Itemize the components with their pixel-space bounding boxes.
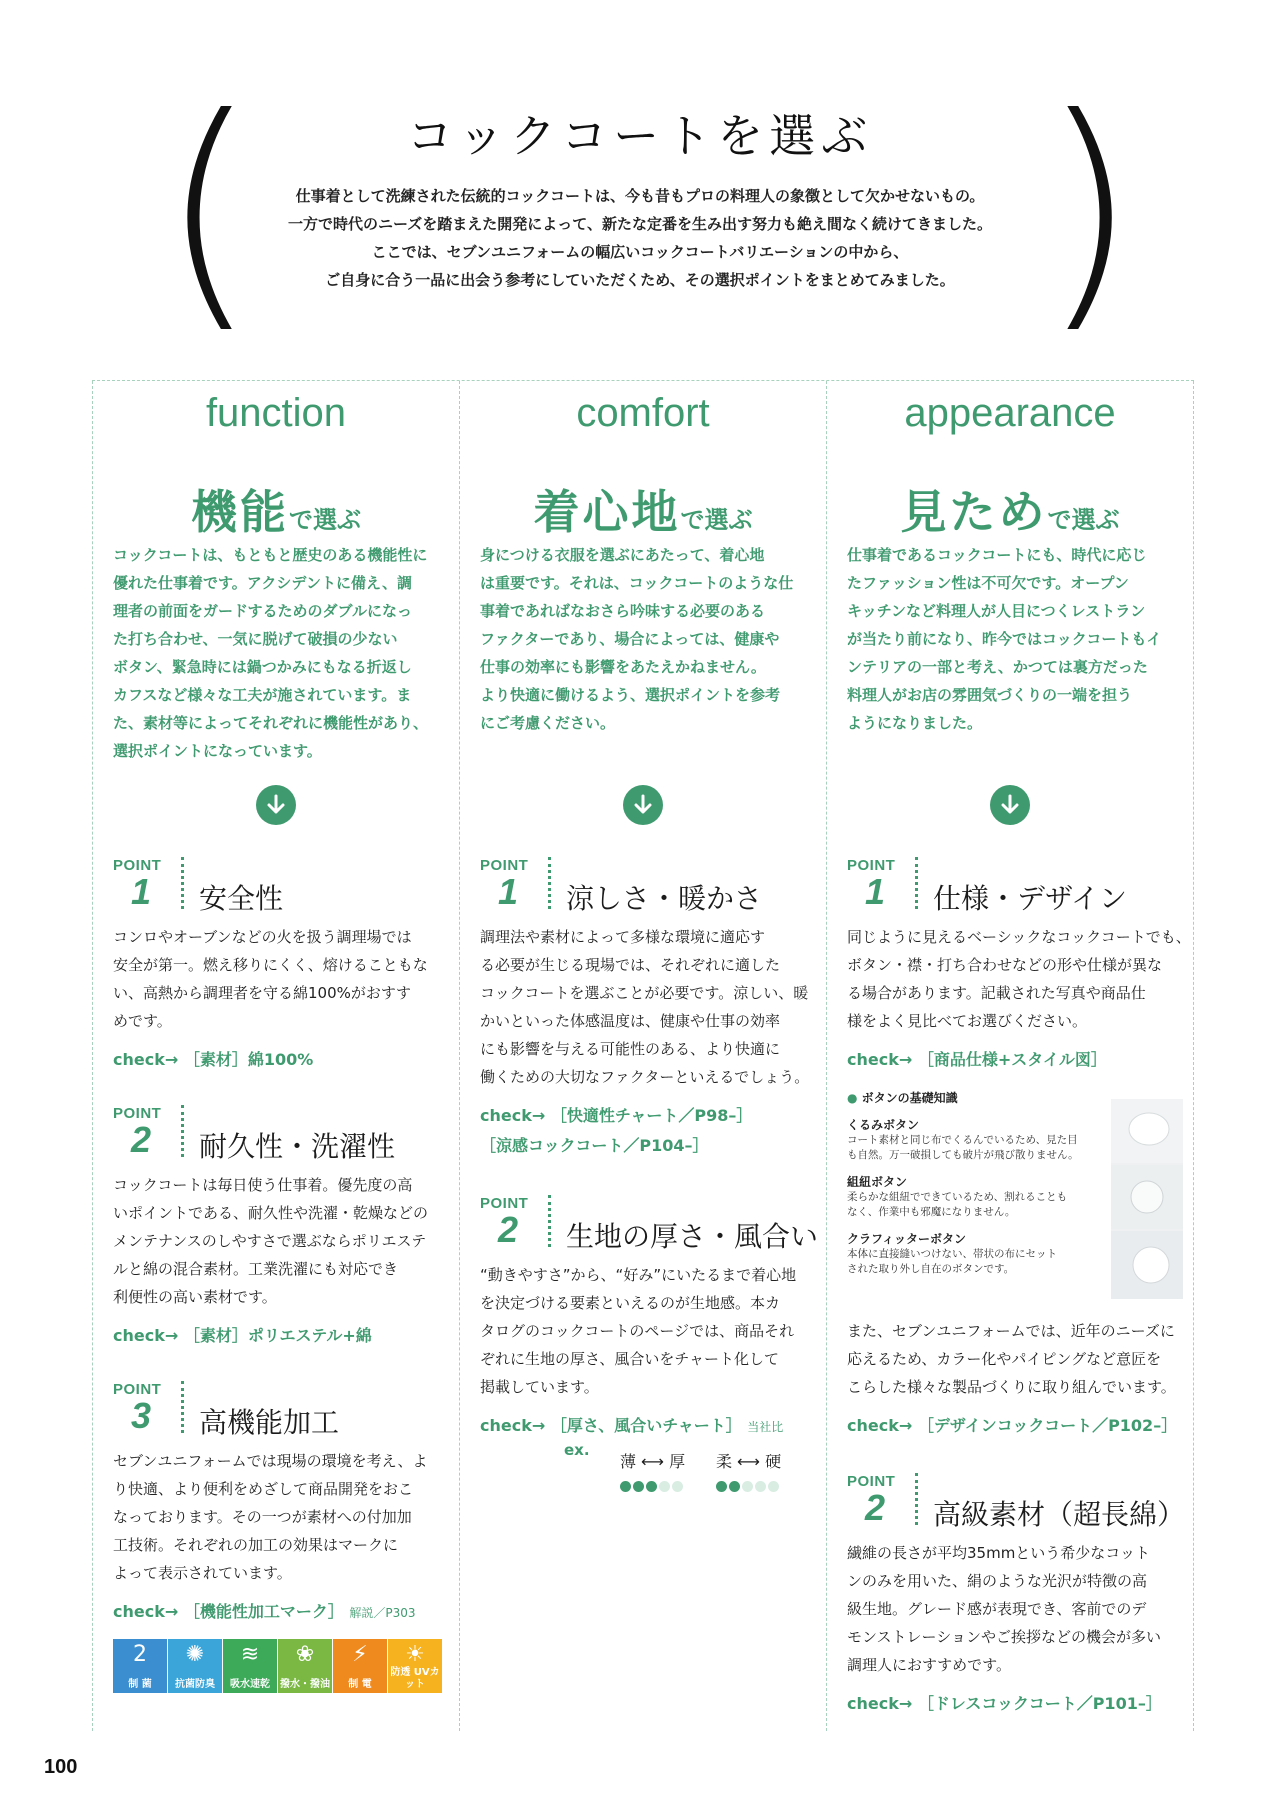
column-heading (93, 476, 459, 542)
selection-columns (92, 380, 1194, 1731)
point-block (113, 1379, 443, 1628)
intro-line: ご自身に合う一品に出会う参考にしていただくため、その選択ポイントをまとめてみました。 (325, 271, 955, 289)
point-number: 3 (131, 1395, 152, 1436)
point-body-line: なっております。その一つが素材への付加加 (113, 1508, 412, 1526)
point-body-line: よって表示されています。 (113, 1564, 292, 1582)
softness-level-dot (742, 1481, 753, 1492)
point-body-line: 掲載しています。 (480, 1378, 599, 1396)
column-intro-line: ようになりました。 (847, 714, 983, 732)
check-note: 当社比 (747, 1420, 784, 1434)
softness-dots (716, 1477, 781, 1496)
thickness-level-dot (672, 1481, 683, 1492)
point-label: POINT (847, 1473, 896, 1490)
column-intro-line: た打ち合わせ、一気に脱げて破損の少ない (113, 630, 398, 648)
mark-quick-dry (223, 1639, 277, 1693)
point-title: 安全性 (199, 882, 284, 915)
column-intro-line: 仕事着であるコックコートにも、時代に応じ (847, 546, 1147, 564)
check-reference (113, 1597, 443, 1628)
column-intro-line: が当たり前になり、昨今ではコックコートもイ (847, 630, 1162, 648)
point-body (113, 1171, 443, 1311)
point-number: 1 (498, 871, 519, 912)
point-body (847, 923, 1191, 1035)
column-intro-line: ンテリアの一部と考え、かつては裏方だった (847, 658, 1148, 676)
button-type-item (847, 1230, 1097, 1277)
column-intro (847, 541, 1177, 737)
point-body-line: タログのコックコートのページでは、商品それ (480, 1322, 795, 1340)
softness-level-dot (755, 1481, 766, 1492)
point-label: POINT (847, 857, 896, 874)
column-intro-line: より快適に働けるよう、選択ポイントを参考 (480, 686, 781, 704)
point-body (847, 1317, 1177, 1401)
point-body-line: を決定づける要素といえるのが生地感。本カ (480, 1294, 781, 1312)
column-heading-main: 着心地 (533, 485, 681, 539)
column-intro-line: た、素材等によってそれぞれに機能性があり、 (113, 714, 429, 732)
point-divider (181, 857, 184, 909)
point-divider (548, 857, 551, 909)
point-body-line: ンのみを用いた、絹のような光沢が特徴の高 (847, 1572, 1148, 1590)
point-label: POINT (113, 857, 162, 874)
mark-icon: ☀ (405, 1642, 425, 1667)
point-block (847, 855, 1191, 1075)
point-divider (548, 1195, 551, 1247)
point-body-line: 応えるため、カラー化やパイピングなど意匠を (847, 1350, 1162, 1368)
intro-text (0, 182, 1280, 294)
column-intro-line: ボタン、緊急時には鍋つかみにもなる折返し (113, 658, 412, 676)
point-body-line: 調理人におすすめです。 (847, 1656, 1011, 1674)
point-block (480, 855, 810, 1161)
check-reference: check→ ［素材］ポリエステル+綿 (113, 1326, 372, 1345)
point-title: 高級素材（超長綿） (933, 1498, 1186, 1531)
softness-level-dot (768, 1481, 779, 1492)
check-reference: check→ ［デザインコックコート／P102–］ (847, 1416, 1178, 1435)
check-reference: check→ ［素材］綿100% (113, 1050, 314, 1069)
button-type-desc: 柔らかな組紐でできているため、割れることも (847, 1191, 1068, 1203)
column-intro (113, 541, 443, 765)
point-body (847, 1539, 1177, 1679)
softness-level-dot (716, 1481, 727, 1492)
point-body-line: こらした様々な製品づくりに取り組んでいます。 (847, 1378, 1176, 1396)
point-number: 2 (865, 1487, 886, 1528)
point-body-line: コックコートを選ぶことが必要です。涼しい、暖 (480, 984, 809, 1002)
softness-level-dot (729, 1481, 740, 1492)
point-body-line: “動きやすさ”から、“好み”にいたるまで着心地 (480, 1266, 797, 1284)
mid-text-block (847, 1317, 1177, 1441)
point-body-line: めです。 (113, 1012, 172, 1030)
button-type-item (847, 1173, 1097, 1220)
thickness-level-dot (646, 1481, 657, 1492)
point-body-line: る場合があります。記載された写真や商品仕 (847, 984, 1146, 1002)
column-function (92, 381, 459, 1731)
point-divider (915, 857, 918, 909)
point-body-line: 様をよく見比べてお選びください。 (847, 1012, 1088, 1030)
column-intro-line: は重要です。それは、コックコートのような仕 (480, 574, 794, 592)
column-intro-line: たファッション性は不可欠です。オープン (847, 574, 1129, 592)
column-heading (460, 476, 826, 542)
point-label: POINT (480, 1195, 529, 1212)
point-body-line: ルと綿の混合素材。工業洗濯にも対応でき (113, 1260, 399, 1278)
mark-icon: ❀ (295, 1642, 315, 1667)
button-photos (1111, 1099, 1183, 1299)
column-intro-line: キッチンなど料理人が人目につくレストラン (847, 602, 1146, 620)
button-type-desc: コート素材と同じ布でくるんでいるため、見た目 (847, 1134, 1078, 1146)
point-block (847, 1471, 1186, 1719)
point-body-line: る必要が生じる現場では、それぞれに適した (480, 956, 781, 974)
mark-label: 防透 UVカット (390, 1667, 440, 1690)
button-type-desc: された取り外し自在のボタンです。 (847, 1263, 1015, 1275)
point-number: 2 (131, 1119, 152, 1160)
point-body (113, 1447, 443, 1587)
column-intro-line: 優れた仕事着です。アクシデントに備え、調 (113, 574, 412, 592)
column-intro-line: コックコートは、もともと歴史のある機能性に (113, 546, 428, 564)
thickness-dots (620, 1477, 685, 1496)
point-number: 1 (131, 871, 152, 912)
column-intro-line: 理者の前面をガードするためのダブルになっ (113, 602, 412, 620)
mark-label: 制 電 (348, 1679, 372, 1690)
point-body-line: コックコートは毎日使う仕事着。優先度の高 (113, 1176, 413, 1194)
point-body-line: ボタン・襟・打ち合わせなどの形や仕様が異な (847, 956, 1163, 974)
point-number: 1 (865, 871, 886, 912)
point-body-line: セブンユニフォームでは現場の環境を考え、よ (113, 1452, 428, 1470)
check-text: ［涼感コックコート／P104–］ (480, 1136, 709, 1155)
check-text: check→ ［快適性チャート／P98–］ (480, 1106, 753, 1125)
point-block (480, 1193, 819, 1442)
mark-antistatic (333, 1639, 387, 1693)
point-title: 耐久性・洗濯性 (199, 1130, 396, 1163)
point-body-line: り快適、より便利をめざして商品開発をおこ (113, 1480, 414, 1498)
column-intro-line: 事着であればなおさら吟味する必要のある (480, 602, 766, 620)
button-basics-box (847, 1089, 1177, 1277)
column-heading (827, 476, 1193, 542)
column-heading-suffix: で選ぶ (1047, 506, 1120, 534)
check-reference: check→ ［ドレスコックコート／P101–］ (847, 1694, 1162, 1713)
point-body-line: モンストレーションやご挨拶などの機会が多い (847, 1628, 1161, 1646)
point-title: 生地の厚さ・風合い (566, 1220, 819, 1253)
point-title: 仕様・デザイン (933, 882, 1128, 915)
point-label: POINT (113, 1381, 162, 1398)
column-intro-line: 料理人がお店の雰囲気づくりの一端を担う (847, 686, 1133, 704)
point-body-line: 級生地。グレード感が表現でき、客前でのデ (847, 1600, 1147, 1618)
point-body-line: かいといった体感温度は、健康や仕事の効率 (480, 1012, 781, 1030)
arrow-down-icon (990, 785, 1030, 825)
button-type-desc: も自然。万一破損しても破片が飛び散りません。 (847, 1149, 1079, 1161)
intro-line: ここでは、セブンユニフォームの幅広いコックコートバリエーションの中から、 (371, 243, 909, 261)
point-block (113, 1103, 443, 1351)
point-body-line: にも影響を与える可能性のある、より快適に (480, 1040, 781, 1058)
point-body-line: また、セブンユニフォームでは、近年のニーズに (847, 1322, 1175, 1340)
mark-label: 吸水速乾 (230, 1679, 270, 1690)
point-body-line: いポイントである、耐久性や洗濯・乾燥などの (113, 1204, 429, 1222)
fabric-scale-example (480, 1441, 810, 1521)
column-english-title: comfort (576, 391, 710, 435)
mark-label: 抗菌防臭 (175, 1679, 215, 1690)
intro-line: 仕事着として洗練された伝統的コックコートは、今も昔もプロの料理人の象徴として欠かせないもの。 (295, 187, 985, 205)
point-block (113, 855, 443, 1075)
point-body (480, 923, 810, 1091)
button-basics-title: ボタンの基礎知識 (861, 1091, 958, 1105)
point-body (113, 923, 443, 1035)
scale-example-label: ex. (564, 1441, 590, 1459)
column-heading-suffix: で選ぶ (289, 506, 361, 534)
point-body-line: 工技術。それぞれの加工の効果はマークに (113, 1536, 399, 1554)
point-body-line: コンロやオーブンなどの火を扱う調理場では (113, 928, 412, 946)
check-text: check→ ［機能性加工マーク］ (113, 1602, 344, 1621)
point-number: 2 (498, 1209, 519, 1250)
softness-scale-label: 柔 ⟷ 硬 (716, 1452, 782, 1471)
column-intro-line: ファクターであり、場合によっては、健康や (480, 630, 780, 648)
button-type-title: クラフィッターボタン (847, 1232, 967, 1246)
check-reference (480, 1101, 810, 1161)
mark-icon: ⚡ (352, 1642, 368, 1667)
column-intro-line: 仕事の効率にも影響をあたえかねません。 (480, 658, 766, 676)
column-intro (480, 541, 810, 737)
point-body-line: ぞれに生地の厚さ、風合いをチャート化して (480, 1350, 779, 1368)
point-divider (915, 1473, 918, 1525)
check-reference (480, 1411, 810, 1442)
left-parenthesis: ( (160, 64, 258, 355)
bullet-icon: ● (847, 1091, 858, 1105)
arrow-down-icon (623, 785, 663, 825)
column-intro-line: カフスなど様々な工夫が施されています。ま (113, 686, 412, 704)
mark-icon: 2 (133, 1642, 147, 1667)
mark-label: 撥水・撥油 (280, 1679, 330, 1690)
point-body-line: 同じように見えるベーシックなコックコートでも、 (847, 928, 1191, 946)
thickness-level-dot (620, 1481, 631, 1492)
point-body-line: メンテナンスのしやすさで選ぶならポリエステ (113, 1232, 427, 1250)
column-comfort (459, 381, 826, 1731)
column-english-title: appearance (904, 391, 1116, 435)
page-title: コックコートを選ぶ (406, 109, 874, 163)
point-body-line: 繊維の長さが平均35mmという希少なコット (847, 1544, 1151, 1562)
button-type-desc: なく、作業中も邪魔になりません。 (847, 1206, 1016, 1218)
arrow-down-icon (256, 785, 296, 825)
point-body-line: 調理法や素材によって多様な環境に適応す (480, 928, 766, 946)
point-label: POINT (480, 857, 529, 874)
point-title: 高機能加工 (199, 1406, 340, 1439)
point-label: POINT (113, 1105, 162, 1122)
column-intro-line: 身につける衣服を選ぶにあたって、着心地 (480, 546, 765, 564)
button-type-title: くるみボタン (847, 1118, 920, 1132)
point-divider (181, 1105, 184, 1157)
button-type-title: 組紐ボタン (847, 1175, 908, 1189)
mark-icon: ≋ (240, 1642, 260, 1667)
point-body (480, 1261, 810, 1401)
column-english-title: function (205, 391, 347, 435)
point-body-line: 働くための大切なファクターといえるでしょう。 (480, 1068, 810, 1086)
mark-antibacterial-control (113, 1639, 167, 1693)
point-body-line: い、高熱から調理者を守る綿100%がおすす (113, 984, 412, 1002)
check-note: 解説／P303 (349, 1606, 416, 1620)
check-text: check→ ［厚さ、風合いチャート］ (480, 1416, 742, 1435)
point-body-line: 利便性の高い素材です。 (113, 1288, 277, 1306)
page-number: 100 (44, 1756, 78, 1778)
column-intro-line: 選択ポイントになっています。 (113, 742, 322, 760)
button-type-item (847, 1116, 1097, 1163)
point-body-line: 安全が第一。燃え移りにくく、熔けることもな (113, 956, 428, 974)
column-appearance (826, 381, 1194, 1731)
intro-line: 一方で時代のニーズを踏まえた開発によって、新たな定番を生み出す努力も絶え間なく続けてきました。 (288, 215, 992, 233)
mark-antibacterial-deodorant (168, 1639, 222, 1693)
thickness-level-dot (633, 1481, 644, 1492)
point-title: 涼しさ・暖かさ (566, 882, 763, 915)
point-divider (181, 1381, 184, 1433)
thickness-scale-label: 薄 ⟷ 厚 (620, 1452, 686, 1471)
column-heading-suffix: で選ぶ (680, 506, 753, 534)
right-parenthesis: ) (1040, 64, 1138, 355)
button-type-desc: 本体に直接縫いつけない、帯状の布にセット (847, 1248, 1057, 1260)
column-heading-main: 見ため (900, 485, 1048, 539)
mark-uv-cut (388, 1639, 442, 1693)
column-heading-main: 機能 (191, 485, 289, 539)
column-intro-line: にご考慮ください。 (480, 714, 616, 732)
mark-icon: ✺ (185, 1642, 205, 1667)
mark-water-oil-repellent (278, 1639, 332, 1693)
check-reference: check→ ［商品仕様+スタイル図］ (847, 1050, 1107, 1069)
thickness-level-dot (659, 1481, 670, 1492)
mark-label: 制 菌 (128, 1679, 152, 1690)
